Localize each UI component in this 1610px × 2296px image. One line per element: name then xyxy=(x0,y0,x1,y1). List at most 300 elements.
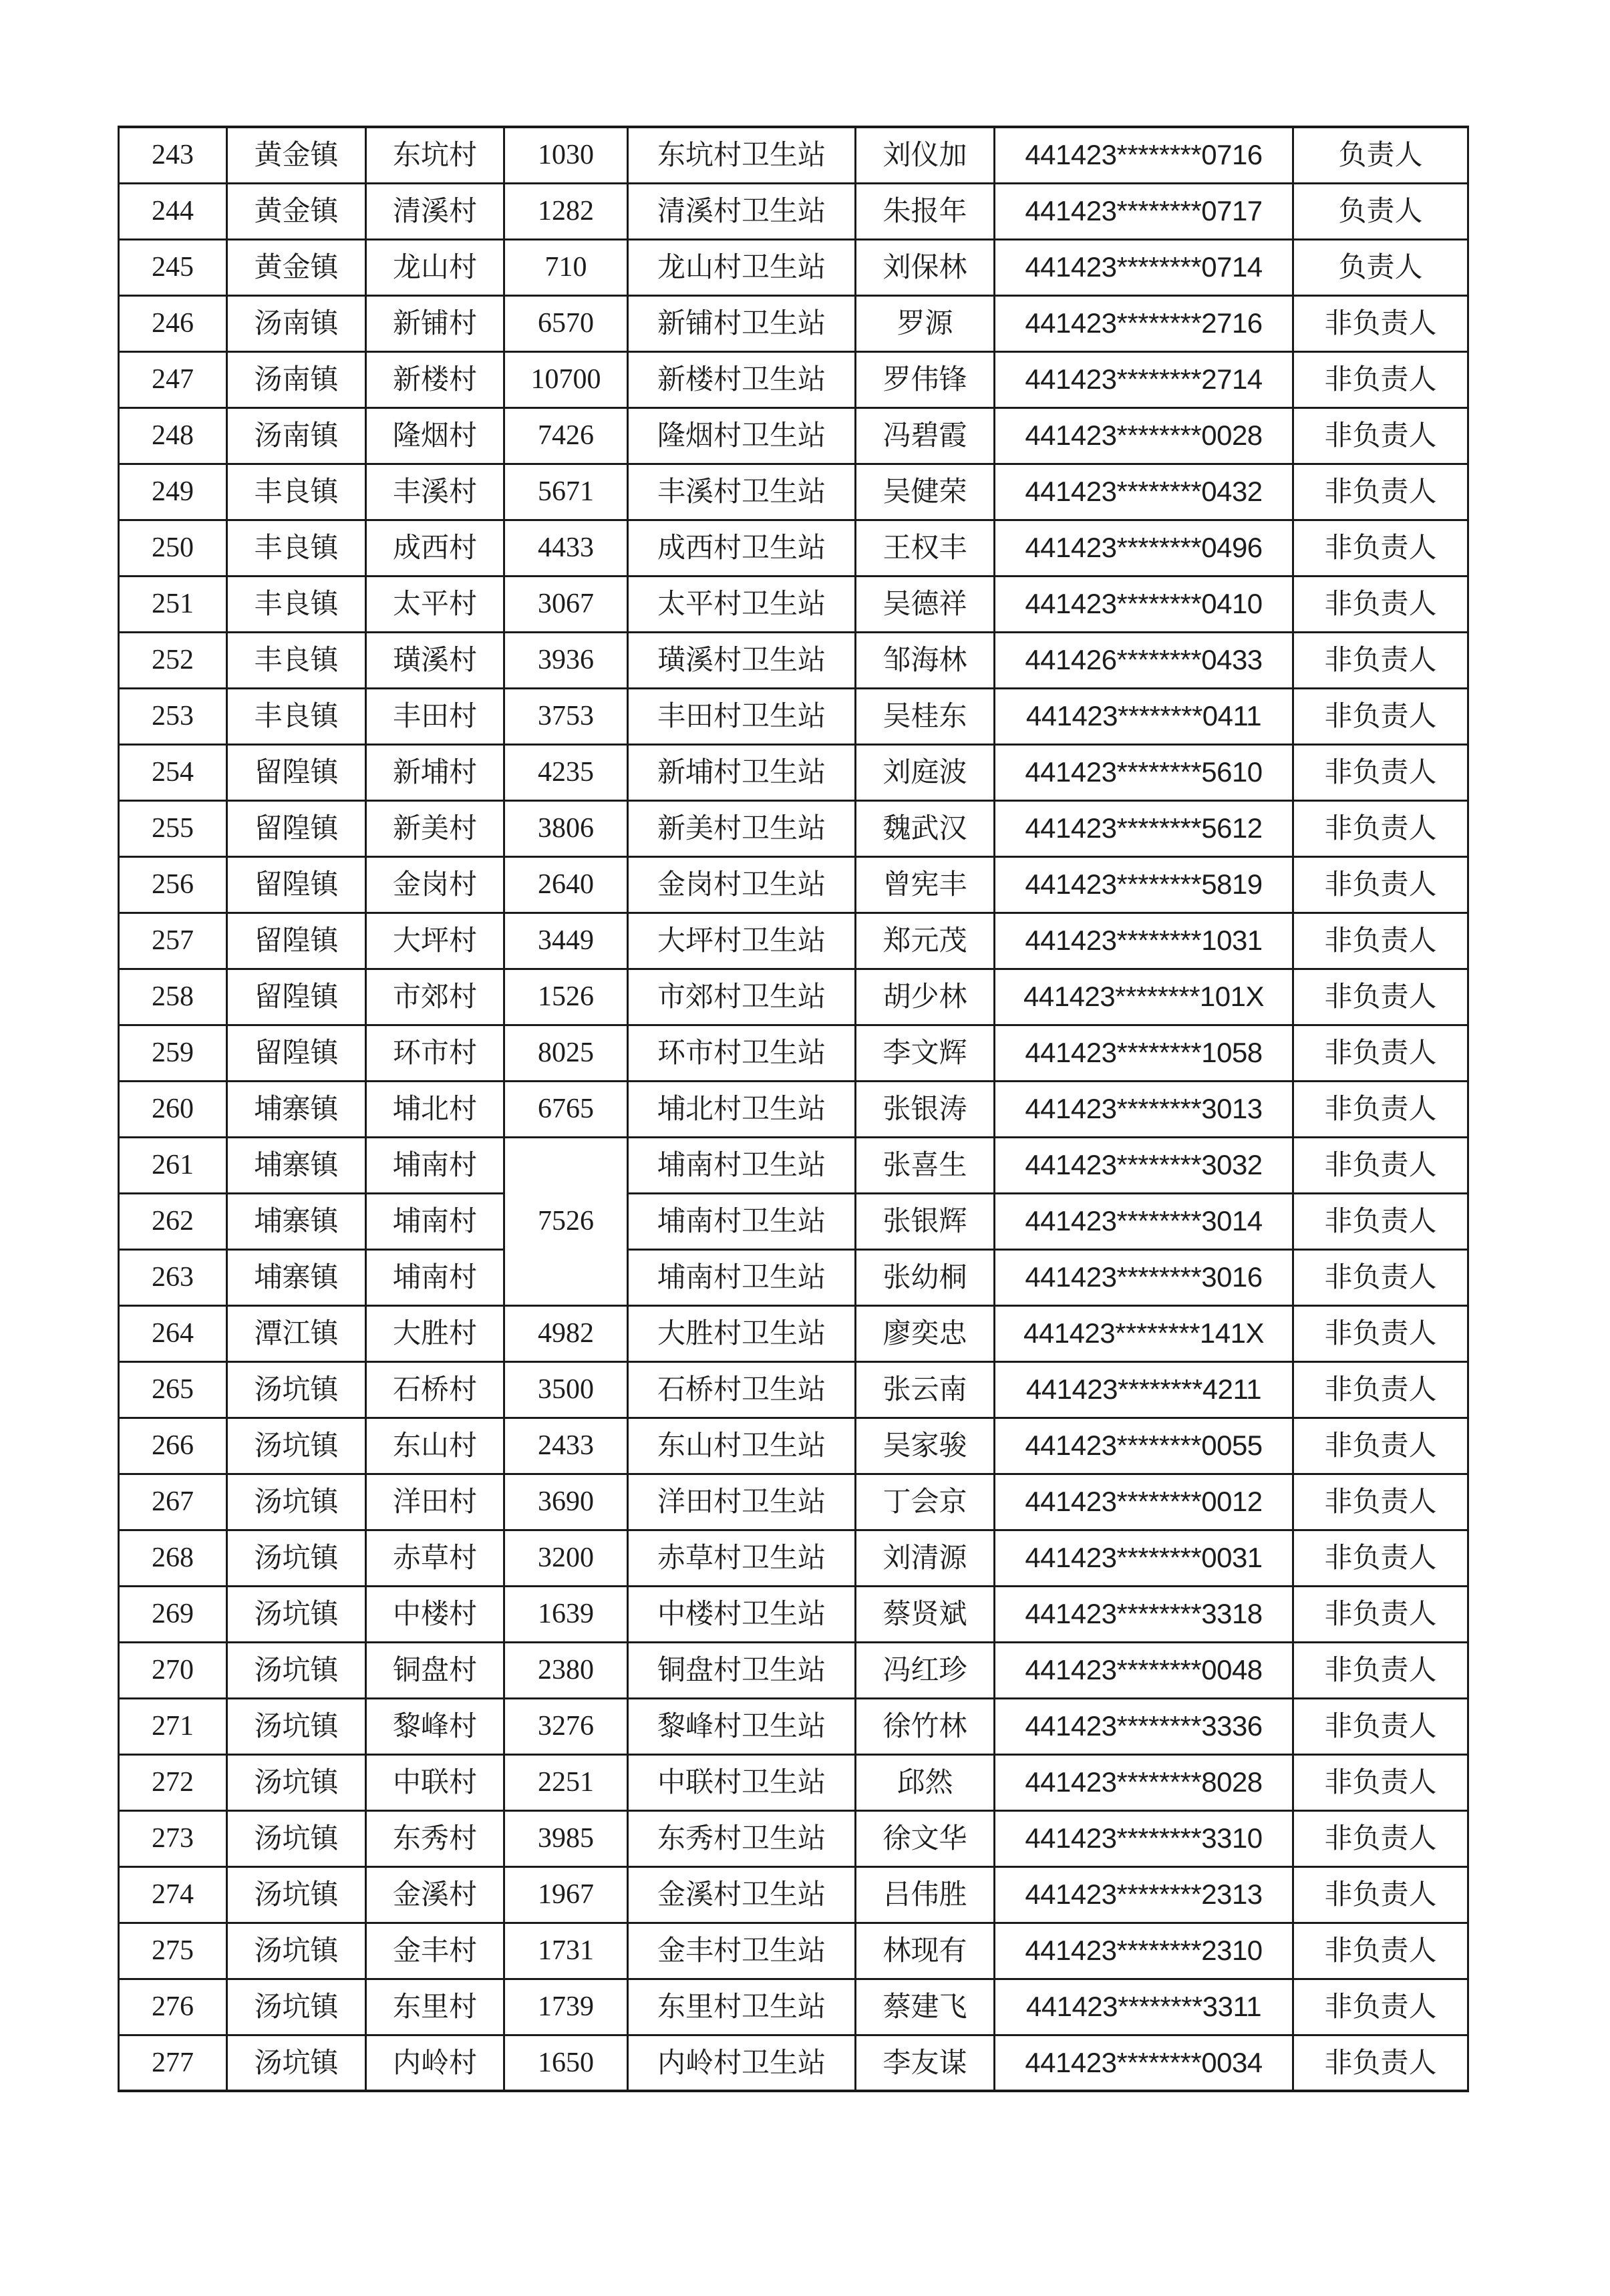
village-cell: 丰溪村 xyxy=(366,464,504,520)
health-station-cell: 丰溪村卫生站 xyxy=(628,464,856,520)
village-cell: 埔南村 xyxy=(366,1137,504,1193)
population-cell: 1639 xyxy=(504,1586,628,1642)
village-cell: 璜溪村 xyxy=(366,632,504,688)
person-name-cell: 张银涛 xyxy=(856,1081,995,1137)
population-cell: 10700 xyxy=(504,351,628,407)
table-row xyxy=(119,632,1468,688)
id-number-cell: 441423********0714 xyxy=(995,239,1293,295)
role-cell: 非负责人 xyxy=(1293,1418,1468,1474)
row-number-cell: 245 xyxy=(119,239,227,295)
role-cell: 非负责人 xyxy=(1293,632,1468,688)
town-cell: 丰良镇 xyxy=(227,632,366,688)
id-number-cell: 441423********4211 xyxy=(995,1361,1293,1418)
town-cell: 汤南镇 xyxy=(227,351,366,407)
population-cell: 3806 xyxy=(504,800,628,856)
role-cell: 负责人 xyxy=(1293,239,1468,295)
person-name-cell: 丁会京 xyxy=(856,1474,995,1530)
population-cell: 1967 xyxy=(504,1866,628,1923)
village-cell: 石桥村 xyxy=(366,1361,504,1418)
person-name-cell: 刘保林 xyxy=(856,239,995,295)
town-cell: 汤南镇 xyxy=(227,295,366,351)
table-row xyxy=(119,1586,1468,1642)
row-number-cell: 266 xyxy=(119,1418,227,1474)
population-cell: 2380 xyxy=(504,1642,628,1698)
village-cell: 洋田村 xyxy=(366,1474,504,1530)
health-station-cell: 内岭村卫生站 xyxy=(628,2035,856,2091)
health-station-cell: 新铺村卫生站 xyxy=(628,295,856,351)
table-row xyxy=(119,239,1468,295)
id-number-cell: 441423********2310 xyxy=(995,1923,1293,1979)
role-cell: 非负责人 xyxy=(1293,1361,1468,1418)
health-station-cell: 埔南村卫生站 xyxy=(628,1137,856,1193)
health-station-cell: 铜盘村卫生站 xyxy=(628,1642,856,1698)
population-cell: 710 xyxy=(504,239,628,295)
village-cell: 丰田村 xyxy=(366,688,504,744)
village-cell: 隆烟村 xyxy=(366,407,504,464)
table-row xyxy=(119,1810,1468,1866)
table-row xyxy=(119,1979,1468,2035)
id-number-cell: 441423********5612 xyxy=(995,800,1293,856)
table-row xyxy=(119,520,1468,576)
row-number-cell: 258 xyxy=(119,969,227,1025)
health-station-cell: 市郊村卫生站 xyxy=(628,969,856,1025)
id-number-cell: 441423********0411 xyxy=(995,688,1293,744)
population-cell: 4982 xyxy=(504,1305,628,1361)
role-cell: 非负责人 xyxy=(1293,407,1468,464)
row-number-cell: 260 xyxy=(119,1081,227,1137)
row-number-cell: 249 xyxy=(119,464,227,520)
population-cell: 1650 xyxy=(504,2035,628,2091)
health-station-cell: 环市村卫生站 xyxy=(628,1025,856,1081)
id-number-cell: 441423********3336 xyxy=(995,1698,1293,1754)
population-cell: 1731 xyxy=(504,1923,628,1979)
person-name-cell: 张银辉 xyxy=(856,1193,995,1249)
town-cell: 黄金镇 xyxy=(227,239,366,295)
table-row xyxy=(119,688,1468,744)
table-row xyxy=(119,1249,1468,1305)
population-cell: 1739 xyxy=(504,1979,628,2035)
person-name-cell: 朱报年 xyxy=(856,183,995,239)
person-name-cell: 邹海林 xyxy=(856,632,995,688)
id-number-cell: 441423********0716 xyxy=(995,127,1293,183)
health-station-cell: 埔南村卫生站 xyxy=(628,1193,856,1249)
role-cell: 非负责人 xyxy=(1293,1923,1468,1979)
table-row xyxy=(119,183,1468,239)
town-cell: 汤坑镇 xyxy=(227,2035,366,2091)
town-cell: 留隍镇 xyxy=(227,969,366,1025)
population-cell: 1030 xyxy=(504,127,628,183)
table-row xyxy=(119,1081,1468,1137)
village-cell: 东里村 xyxy=(366,1979,504,2035)
person-name-cell: 郑元茂 xyxy=(856,913,995,969)
town-cell: 潭江镇 xyxy=(227,1305,366,1361)
id-number-cell: 441423********3016 xyxy=(995,1249,1293,1305)
role-cell: 非负责人 xyxy=(1293,913,1468,969)
health-station-cell: 金丰村卫生站 xyxy=(628,1923,856,1979)
table-row xyxy=(119,1754,1468,1810)
health-station-cell: 洋田村卫生站 xyxy=(628,1474,856,1530)
village-cell: 新铺村 xyxy=(366,295,504,351)
row-number-cell: 277 xyxy=(119,2035,227,2091)
village-cell: 大坪村 xyxy=(366,913,504,969)
row-number-cell: 268 xyxy=(119,1530,227,1586)
person-name-cell: 吴桂东 xyxy=(856,688,995,744)
role-cell: 非负责人 xyxy=(1293,1025,1468,1081)
table-row xyxy=(119,127,1468,183)
id-number-cell: 441423********5819 xyxy=(995,856,1293,913)
row-number-cell: 246 xyxy=(119,295,227,351)
town-cell: 丰良镇 xyxy=(227,688,366,744)
population-cell: 4433 xyxy=(504,520,628,576)
table-row xyxy=(119,1361,1468,1418)
health-station-cell: 埔北村卫生站 xyxy=(628,1081,856,1137)
person-name-cell: 罗伟锋 xyxy=(856,351,995,407)
id-number-cell: 441423********0012 xyxy=(995,1474,1293,1530)
person-name-cell: 吴健荣 xyxy=(856,464,995,520)
village-cell: 铜盘村 xyxy=(366,1642,504,1698)
person-name-cell: 刘庭波 xyxy=(856,744,995,800)
person-name-cell: 胡少林 xyxy=(856,969,995,1025)
row-number-cell: 247 xyxy=(119,351,227,407)
person-name-cell: 王权丰 xyxy=(856,520,995,576)
health-station-cell: 大坪村卫生站 xyxy=(628,913,856,969)
row-number-cell: 254 xyxy=(119,744,227,800)
row-number-cell: 276 xyxy=(119,1979,227,2035)
village-cell: 中联村 xyxy=(366,1754,504,1810)
row-number-cell: 256 xyxy=(119,856,227,913)
health-station-cell: 中楼村卫生站 xyxy=(628,1586,856,1642)
population-cell: 3985 xyxy=(504,1810,628,1866)
village-cell: 埔南村 xyxy=(366,1249,504,1305)
id-number-cell: 441423********141X xyxy=(995,1305,1293,1361)
person-name-cell: 吴德祥 xyxy=(856,576,995,632)
row-number-cell: 262 xyxy=(119,1193,227,1249)
id-number-cell: 441423********5610 xyxy=(995,744,1293,800)
town-cell: 埔寨镇 xyxy=(227,1137,366,1193)
population-cell: 4235 xyxy=(504,744,628,800)
health-station-cell: 丰田村卫生站 xyxy=(628,688,856,744)
id-number-cell: 441423********2716 xyxy=(995,295,1293,351)
id-number-cell: 441423********101X xyxy=(995,969,1293,1025)
table-row xyxy=(119,1418,1468,1474)
row-number-cell: 264 xyxy=(119,1305,227,1361)
town-cell: 汤坑镇 xyxy=(227,1474,366,1530)
village-cell: 清溪村 xyxy=(366,183,504,239)
town-cell: 埔寨镇 xyxy=(227,1249,366,1305)
health-station-cell: 清溪村卫生站 xyxy=(628,183,856,239)
id-number-cell: 441423********3014 xyxy=(995,1193,1293,1249)
village-cell: 赤草村 xyxy=(366,1530,504,1586)
town-cell: 埔寨镇 xyxy=(227,1081,366,1137)
person-name-cell: 吕伟胜 xyxy=(856,1866,995,1923)
row-number-cell: 253 xyxy=(119,688,227,744)
village-cell: 龙山村 xyxy=(366,239,504,295)
role-cell: 非负责人 xyxy=(1293,1810,1468,1866)
table-row xyxy=(119,1923,1468,1979)
population-cell: 6570 xyxy=(504,295,628,351)
role-cell: 非负责人 xyxy=(1293,856,1468,913)
town-cell: 汤坑镇 xyxy=(227,1530,366,1586)
village-cell: 内岭村 xyxy=(366,2035,504,2091)
village-cell: 太平村 xyxy=(366,576,504,632)
row-number-cell: 257 xyxy=(119,913,227,969)
town-cell: 留隍镇 xyxy=(227,1025,366,1081)
id-number-cell: 441426********0433 xyxy=(995,632,1293,688)
role-cell: 非负责人 xyxy=(1293,2035,1468,2091)
health-station-cell: 黎峰村卫生站 xyxy=(628,1698,856,1754)
id-number-cell: 441423********0496 xyxy=(995,520,1293,576)
table-row xyxy=(119,295,1468,351)
town-cell: 埔寨镇 xyxy=(227,1193,366,1249)
row-number-cell: 272 xyxy=(119,1754,227,1810)
table-row xyxy=(119,744,1468,800)
table-row xyxy=(119,1642,1468,1698)
role-cell: 负责人 xyxy=(1293,127,1468,183)
person-name-cell: 刘仪加 xyxy=(856,127,995,183)
health-station-cell: 赤草村卫生站 xyxy=(628,1530,856,1586)
table-row xyxy=(119,856,1468,913)
role-cell: 非负责人 xyxy=(1293,1137,1468,1193)
health-station-cell: 金岗村卫生站 xyxy=(628,856,856,913)
table-row xyxy=(119,1193,1468,1249)
row-number-cell: 252 xyxy=(119,632,227,688)
row-number-cell: 275 xyxy=(119,1923,227,1979)
health-station-cell: 隆烟村卫生站 xyxy=(628,407,856,464)
health-station-cell: 新楼村卫生站 xyxy=(628,351,856,407)
health-station-cell: 龙山村卫生站 xyxy=(628,239,856,295)
village-cell: 金丰村 xyxy=(366,1923,504,1979)
health-station-cell: 埔南村卫生站 xyxy=(628,1249,856,1305)
population-cell: 2251 xyxy=(504,1754,628,1810)
id-number-cell: 441423********2714 xyxy=(995,351,1293,407)
person-name-cell: 张喜生 xyxy=(856,1137,995,1193)
role-cell: 非负责人 xyxy=(1293,688,1468,744)
population-cell: 2433 xyxy=(504,1418,628,1474)
row-number-cell: 261 xyxy=(119,1137,227,1193)
health-station-cell: 新美村卫生站 xyxy=(628,800,856,856)
role-cell: 非负责人 xyxy=(1293,1642,1468,1698)
town-cell: 汤坑镇 xyxy=(227,1923,366,1979)
table-row xyxy=(119,969,1468,1025)
population-cell: 1282 xyxy=(504,183,628,239)
role-cell: 非负责人 xyxy=(1293,744,1468,800)
id-number-cell: 441423********3311 xyxy=(995,1979,1293,2035)
town-cell: 丰良镇 xyxy=(227,520,366,576)
id-number-cell: 441423********0034 xyxy=(995,2035,1293,2091)
health-station-cell: 东坑村卫生站 xyxy=(628,127,856,183)
person-name-cell: 林现有 xyxy=(856,1923,995,1979)
table-row xyxy=(119,576,1468,632)
health-station-cell: 石桥村卫生站 xyxy=(628,1361,856,1418)
population-cell: 3753 xyxy=(504,688,628,744)
village-cell: 黎峰村 xyxy=(366,1698,504,1754)
table-row xyxy=(119,2035,1468,2091)
id-number-cell: 441423********0432 xyxy=(995,464,1293,520)
id-number-cell: 441423********0717 xyxy=(995,183,1293,239)
role-cell: 非负责人 xyxy=(1293,1979,1468,2035)
id-number-cell: 441423********0028 xyxy=(995,407,1293,464)
population-cell: 3449 xyxy=(504,913,628,969)
health-station-cell: 东山村卫生站 xyxy=(628,1418,856,1474)
row-number-cell: 265 xyxy=(119,1361,227,1418)
row-number-cell: 273 xyxy=(119,1810,227,1866)
role-cell: 非负责人 xyxy=(1293,295,1468,351)
village-cell: 金溪村 xyxy=(366,1866,504,1923)
id-number-cell: 441423********1031 xyxy=(995,913,1293,969)
row-number-cell: 255 xyxy=(119,800,227,856)
health-station-cell: 成西村卫生站 xyxy=(628,520,856,576)
person-name-cell: 蔡贤斌 xyxy=(856,1586,995,1642)
person-name-cell: 冯碧霞 xyxy=(856,407,995,464)
row-number-cell: 267 xyxy=(119,1474,227,1530)
role-cell: 非负责人 xyxy=(1293,351,1468,407)
village-cell: 东秀村 xyxy=(366,1810,504,1866)
id-number-cell: 441423********3013 xyxy=(995,1081,1293,1137)
row-number-cell: 248 xyxy=(119,407,227,464)
table-row xyxy=(119,800,1468,856)
person-name-cell: 张云南 xyxy=(856,1361,995,1418)
population-cell: 7526 xyxy=(504,1137,628,1305)
table-row xyxy=(119,407,1468,464)
id-number-cell: 441423********8028 xyxy=(995,1754,1293,1810)
row-number-cell: 250 xyxy=(119,520,227,576)
village-cell: 新埔村 xyxy=(366,744,504,800)
village-cell: 大胜村 xyxy=(366,1305,504,1361)
table-row xyxy=(119,1474,1468,1530)
row-number-cell: 259 xyxy=(119,1025,227,1081)
person-name-cell: 魏武汉 xyxy=(856,800,995,856)
town-cell: 汤坑镇 xyxy=(227,1642,366,1698)
town-cell: 汤坑镇 xyxy=(227,1866,366,1923)
table-body xyxy=(119,127,1468,2091)
role-cell: 非负责人 xyxy=(1293,1530,1468,1586)
id-number-cell: 441423********2313 xyxy=(995,1866,1293,1923)
village-cell: 新楼村 xyxy=(366,351,504,407)
person-name-cell: 邱然 xyxy=(856,1754,995,1810)
person-name-cell: 蔡建飞 xyxy=(856,1979,995,2035)
population-cell: 2640 xyxy=(504,856,628,913)
health-station-cell: 中联村卫生站 xyxy=(628,1754,856,1810)
person-name-cell: 冯红珍 xyxy=(856,1642,995,1698)
population-cell: 3067 xyxy=(504,576,628,632)
row-number-cell: 269 xyxy=(119,1586,227,1642)
population-cell: 5671 xyxy=(504,464,628,520)
role-cell: 非负责人 xyxy=(1293,1866,1468,1923)
id-number-cell: 441423********3318 xyxy=(995,1586,1293,1642)
row-number-cell: 270 xyxy=(119,1642,227,1698)
population-cell: 3200 xyxy=(504,1530,628,1586)
table-row xyxy=(119,913,1468,969)
role-cell: 非负责人 xyxy=(1293,520,1468,576)
health-station-cell: 太平村卫生站 xyxy=(628,576,856,632)
village-cell: 新美村 xyxy=(366,800,504,856)
role-cell: 非负责人 xyxy=(1293,1249,1468,1305)
population-cell: 1526 xyxy=(504,969,628,1025)
role-cell: 非负责人 xyxy=(1293,576,1468,632)
population-cell: 3500 xyxy=(504,1361,628,1418)
village-cell: 中楼村 xyxy=(366,1586,504,1642)
health-station-cell: 东里村卫生站 xyxy=(628,1979,856,2035)
row-number-cell: 271 xyxy=(119,1698,227,1754)
town-cell: 汤坑镇 xyxy=(227,1361,366,1418)
town-cell: 丰良镇 xyxy=(227,464,366,520)
town-cell: 汤南镇 xyxy=(227,407,366,464)
person-name-cell: 刘清源 xyxy=(856,1530,995,1586)
health-station-cell: 东秀村卫生站 xyxy=(628,1810,856,1866)
town-cell: 汤坑镇 xyxy=(227,1698,366,1754)
table-row xyxy=(119,1866,1468,1923)
town-cell: 留隍镇 xyxy=(227,800,366,856)
health-station-cell: 新埔村卫生站 xyxy=(628,744,856,800)
id-number-cell: 441423********3032 xyxy=(995,1137,1293,1193)
table-row xyxy=(119,1698,1468,1754)
row-number-cell: 251 xyxy=(119,576,227,632)
population-cell: 3936 xyxy=(504,632,628,688)
town-cell: 丰良镇 xyxy=(227,576,366,632)
id-number-cell: 441423********3310 xyxy=(995,1810,1293,1866)
row-number-cell: 263 xyxy=(119,1249,227,1305)
table-row xyxy=(119,1305,1468,1361)
town-cell: 黄金镇 xyxy=(227,127,366,183)
person-name-cell: 李文辉 xyxy=(856,1025,995,1081)
role-cell: 非负责人 xyxy=(1293,1586,1468,1642)
village-cell: 环市村 xyxy=(366,1025,504,1081)
role-cell: 负责人 xyxy=(1293,183,1468,239)
role-cell: 非负责人 xyxy=(1293,1081,1468,1137)
id-number-cell: 441423********0055 xyxy=(995,1418,1293,1474)
town-cell: 黄金镇 xyxy=(227,183,366,239)
role-cell: 非负责人 xyxy=(1293,969,1468,1025)
person-name-cell: 吴家骏 xyxy=(856,1418,995,1474)
village-cell: 成西村 xyxy=(366,520,504,576)
town-cell: 汤坑镇 xyxy=(227,1754,366,1810)
table-row xyxy=(119,464,1468,520)
population-cell: 3690 xyxy=(504,1474,628,1530)
person-name-cell: 李友谋 xyxy=(856,2035,995,2091)
table-row xyxy=(119,1530,1468,1586)
town-cell: 汤坑镇 xyxy=(227,1810,366,1866)
health-station-cell: 金溪村卫生站 xyxy=(628,1866,856,1923)
town-cell: 汤坑镇 xyxy=(227,1586,366,1642)
village-cell: 埔北村 xyxy=(366,1081,504,1137)
person-name-cell: 廖奕忠 xyxy=(856,1305,995,1361)
person-name-cell: 徐竹林 xyxy=(856,1698,995,1754)
role-cell: 非负责人 xyxy=(1293,1193,1468,1249)
population-cell: 8025 xyxy=(504,1025,628,1081)
role-cell: 非负责人 xyxy=(1293,464,1468,520)
town-cell: 留隍镇 xyxy=(227,913,366,969)
village-cell: 市郊村 xyxy=(366,969,504,1025)
person-name-cell: 张幼桐 xyxy=(856,1249,995,1305)
clinic-roster-table xyxy=(118,126,1469,2092)
id-number-cell: 441423********1058 xyxy=(995,1025,1293,1081)
table-row xyxy=(119,1025,1468,1081)
table-row xyxy=(119,351,1468,407)
health-station-cell: 璜溪村卫生站 xyxy=(628,632,856,688)
person-name-cell: 徐文华 xyxy=(856,1810,995,1866)
id-number-cell: 441423********0031 xyxy=(995,1530,1293,1586)
id-number-cell: 441423********0410 xyxy=(995,576,1293,632)
row-number-cell: 274 xyxy=(119,1866,227,1923)
village-cell: 埔南村 xyxy=(366,1193,504,1249)
village-cell: 东坑村 xyxy=(366,127,504,183)
role-cell: 非负责人 xyxy=(1293,1698,1468,1754)
health-station-cell: 大胜村卫生站 xyxy=(628,1305,856,1361)
town-cell: 汤坑镇 xyxy=(227,1979,366,2035)
role-cell: 非负责人 xyxy=(1293,1305,1468,1361)
population-cell: 6765 xyxy=(504,1081,628,1137)
town-cell: 留隍镇 xyxy=(227,856,366,913)
